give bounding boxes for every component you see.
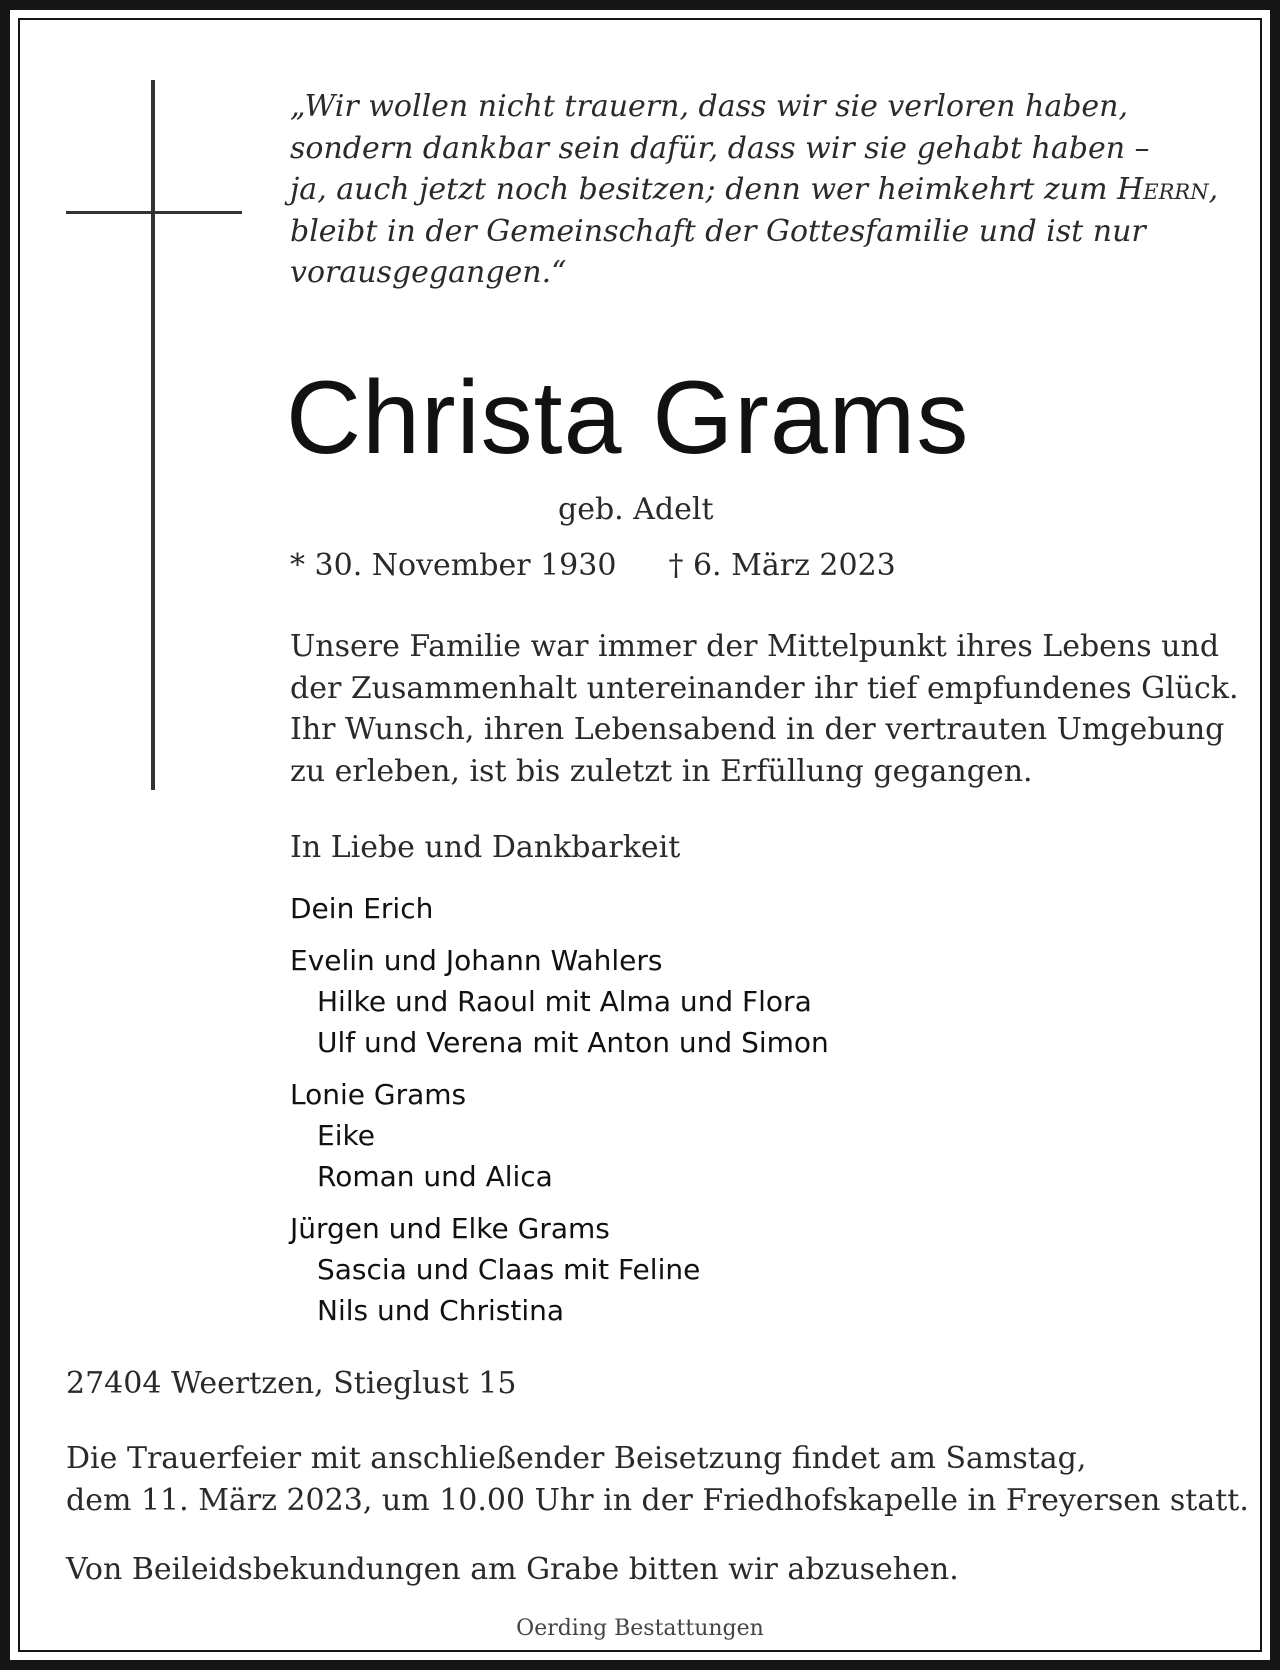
family-group — [290, 1074, 829, 1197]
condolence-notice: Von Beileidsbekundungen am Grabe bitten wir abzusehen. — [66, 1552, 959, 1587]
family-group — [290, 888, 829, 929]
quote-line: vorausgegangen.“ — [290, 255, 567, 290]
tribute-line: Ihr Wunsch, ihren Lebensabend in der vertrauten Umgebung — [290, 712, 1225, 747]
family-member: Nils und Christina — [317, 1294, 564, 1327]
family-member: Eike — [317, 1119, 375, 1152]
family-group — [290, 1208, 829, 1331]
family-member: Hilke und Raoul mit Alma und Flora — [317, 985, 812, 1018]
life-dates — [290, 548, 896, 583]
cross-icon-vertical — [151, 80, 155, 790]
quote-line: bleibt in der Gemeinschaft der Gottesfamilie und ist nur — [290, 213, 1146, 249]
family-member: Ulf und Verena mit Anton und Simon — [317, 1026, 829, 1059]
birth-date: * 30. November 1930 — [290, 548, 617, 583]
cross-icon-horizontal — [66, 211, 242, 214]
service-line: dem 11. März 2023, um 10.00 Uhr in der Friedhofskapelle in Freyersen statt. — [66, 1483, 1249, 1518]
family-head: Evelin und Johann Wahlers — [290, 944, 663, 977]
quote-line: sondern dankbar sein dafür, dass wir sie gehabt haben – — [290, 130, 1150, 166]
family-list — [290, 888, 829, 1342]
family-member: Roman und Alica — [317, 1160, 553, 1193]
birth-name: geb. Adelt — [558, 492, 714, 527]
service-line: Die Trauerfeier mit anschließender Beisetzung findet am Samstag, — [66, 1441, 1087, 1476]
quote-line: ja, auch jetzt noch besitzen; denn wer heimkehrt zum Herrn, — [290, 172, 1219, 207]
address: 27404 Weertzen, Stieglust 15 — [66, 1366, 517, 1401]
undertaker-credit: Oerding Bestattungen — [516, 1616, 764, 1641]
bible-quote — [290, 86, 1218, 294]
tribute-line: der Zusammenhalt untereinander ihr tief empfundenes Glück. — [290, 670, 1239, 706]
tribute-line: zu erleben, ist bis zuletzt in Erfüllung gegangen. — [290, 753, 1033, 789]
family-member: Sascia und Claas mit Feline — [317, 1253, 701, 1286]
death-date: † 6. März 2023 — [668, 548, 896, 583]
tribute-line: Unsere Familie war immer der Mittelpunkt ihres Lebens und — [290, 629, 1220, 664]
deceased-name: Christa Grams — [286, 360, 970, 476]
quote-herrn: Herrn — [1117, 172, 1209, 207]
family-group — [290, 940, 829, 1063]
closing-phrase: In Liebe und Dankbarkeit — [290, 830, 681, 865]
family-head: Dein Erich — [290, 892, 434, 925]
family-head: Jürgen und Elke Grams — [290, 1212, 610, 1245]
quote-line: „Wir wollen nicht trauern, dass wir sie verloren haben, — [290, 89, 1129, 124]
family-head: Lonie Grams — [290, 1078, 467, 1111]
tribute-text — [290, 626, 1239, 792]
service-info — [66, 1438, 1249, 1522]
